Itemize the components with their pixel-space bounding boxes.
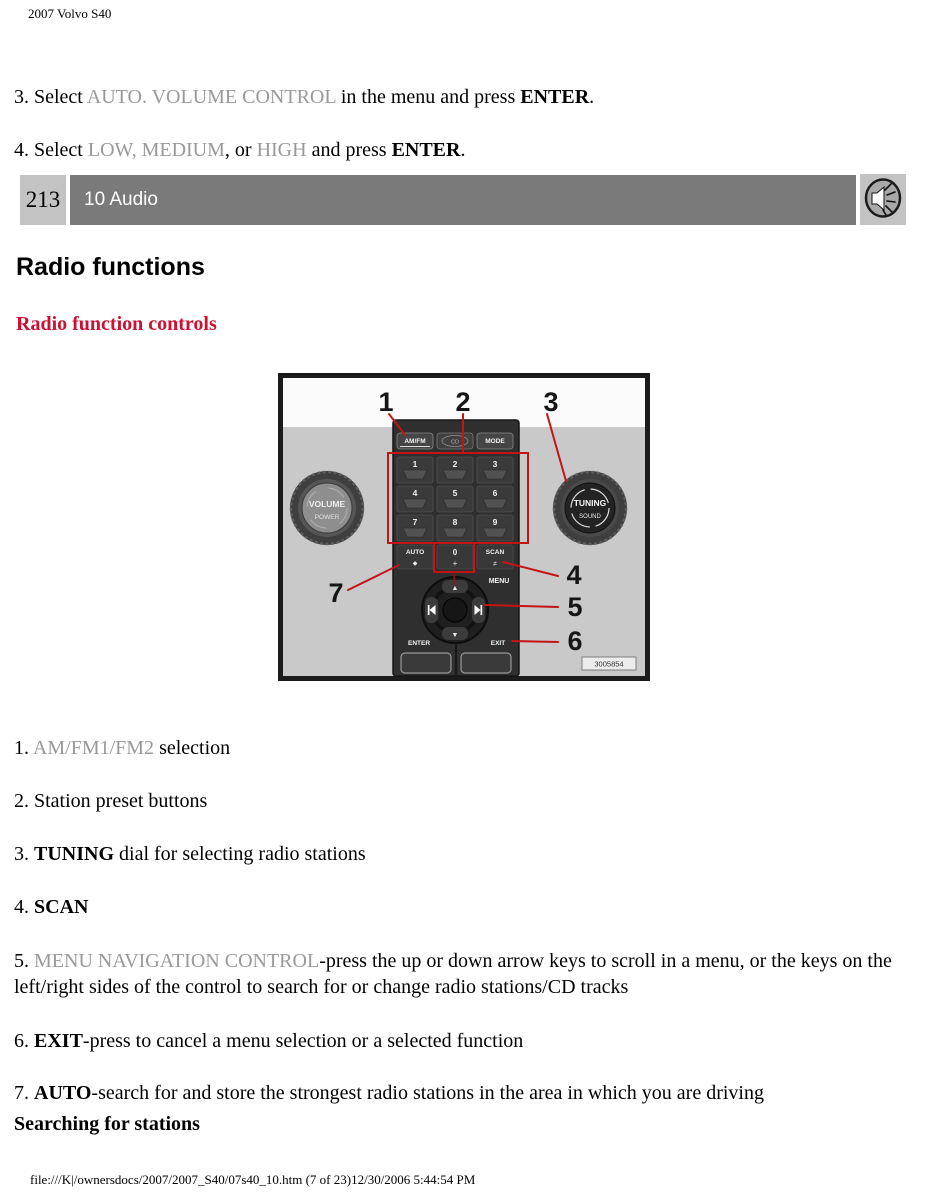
legend-5-text: -press the up or down arrow keys to scroll in a menu, or the keys on the left/right sides of the control to search for or change radio stations/CD tracks (14, 950, 892, 998)
footer-file-path: file:///K|/ownersdocs/2007/2007_S40/07s40_10.htm (7 of 23)12/30/2006 5:44:54 PM (30, 1172, 476, 1187)
cd-button-label: CD (451, 439, 459, 446)
chapter-banner (20, 175, 906, 225)
chapter-title: 10 Audio (84, 189, 158, 210)
preset-button (437, 486, 473, 512)
volume-knob (290, 471, 364, 545)
instruction-step-4 (14, 137, 465, 163)
speaker-icon (860, 174, 906, 227)
svg-text:7: 7 (412, 517, 418, 527)
tuning-knob (553, 471, 627, 545)
legend-item-6 (14, 1028, 912, 1054)
svg-text:2: 2 (452, 459, 458, 469)
legend-1-number: 1. (14, 737, 33, 759)
volume-label: VOLUME (308, 499, 346, 509)
step-4-option-1: LOW, MEDIUM (87, 139, 225, 161)
callout-3: 3 (543, 387, 559, 417)
legend-item-1 (14, 735, 912, 761)
radio-controls-figure (278, 373, 650, 681)
searching-heading: Searching for stations (14, 1113, 200, 1135)
step-4-end: . (460, 139, 466, 161)
step-3-mid: in the menu and press (335, 86, 521, 108)
step-4-lead: 4. Select (14, 139, 88, 161)
legend-7-number: 7. (14, 1082, 34, 1104)
plus-icon: + (452, 559, 458, 568)
menu-label: MENU (488, 578, 510, 585)
callout-4: 4 (566, 560, 582, 590)
preset-button (477, 457, 513, 483)
scan-button-label: SCAN (485, 549, 505, 556)
callout-1: 1 (378, 387, 394, 417)
svg-text:1: 1 (412, 459, 418, 469)
auto-button-label: AUTO (405, 549, 425, 556)
page-title: 2007 Volvo S40 (28, 6, 112, 21)
legend-2-number: 2. (14, 790, 34, 812)
step-4-option-2: HIGH (256, 139, 307, 161)
svg-text:6: 6 (492, 488, 498, 498)
power-label: POWER (314, 514, 340, 521)
preset-button (437, 515, 473, 541)
chapter-title-bar (70, 175, 856, 225)
callout-2: 2 (455, 387, 471, 417)
legend-item-3 (14, 841, 912, 867)
blank-button-left (401, 653, 451, 673)
step-3-end: . (589, 86, 595, 108)
tuning-label: TUNING (573, 498, 607, 508)
legend-7-term: AUTO (34, 1082, 92, 1104)
svg-text:5: 5 (452, 488, 458, 498)
svg-text:8: 8 (452, 517, 458, 527)
keypad-panel (393, 420, 519, 676)
figure-watermark (582, 657, 636, 670)
legend-3-text: dial for selecting radio stations (114, 843, 366, 865)
step-4-key: ENTER (391, 139, 461, 161)
auto-store-icon: ◆ (412, 561, 418, 567)
subsection-heading: Radio function controls (16, 313, 217, 335)
legend-1-text: selection (154, 737, 231, 759)
legend-2-text: Station preset buttons (34, 790, 208, 812)
legend-6-term: EXIT (34, 1030, 83, 1052)
legend-item-2 (14, 788, 912, 814)
callout-6: 6 (567, 626, 583, 656)
blank-button-right (461, 653, 511, 673)
callout-5: 5 (567, 592, 583, 622)
instruction-step-3 (14, 84, 594, 110)
legend-5-term: MENU NAVIGATION CONTROL (34, 950, 320, 972)
mode-button-label: MODE (485, 438, 505, 445)
banner-icon-box (860, 175, 906, 225)
preset-button (397, 457, 433, 483)
legend-6-number: 6. (14, 1030, 34, 1052)
svg-text:4: 4 (412, 488, 418, 498)
step-4-mid1: , or (224, 139, 257, 161)
svg-text:3: 3 (492, 459, 498, 469)
legend-1-term: AM/FM1/FM2 (32, 737, 155, 759)
am-fm-button-label: AM/FM (404, 438, 426, 445)
nav-up-icon: ▲ (451, 585, 459, 592)
legend-5-number: 5. (14, 950, 34, 972)
legend-3-term: TUNING (34, 843, 115, 865)
step-3-menu-item: AUTO. VOLUME CONTROL (86, 86, 336, 108)
nav-down-icon: ▼ (451, 632, 459, 639)
preset-button (477, 486, 513, 512)
svg-text:9: 9 (492, 517, 498, 527)
page-number-badge: 213 (20, 175, 66, 225)
preset-button (477, 515, 513, 541)
step-3-key: ENTER (520, 86, 590, 108)
svg-text:3005854: 3005854 (594, 659, 624, 669)
scan-icon: ≠ (493, 561, 497, 568)
preset-buttons (397, 457, 513, 541)
preset-button (397, 515, 433, 541)
legend-4-term: SCAN (34, 896, 89, 918)
preset-button (437, 457, 473, 483)
legend-item-7 (14, 1080, 912, 1106)
sound-label: SOUND (579, 514, 601, 520)
legend-item-5 (14, 948, 912, 1000)
zero-button-label: 0 (452, 548, 458, 557)
step-4-mid2: and press (306, 139, 392, 161)
legend-4-number: 4. (14, 896, 34, 918)
menu-navigation-control (422, 577, 488, 643)
enter-label: ENTER (407, 640, 431, 647)
section-heading: Radio functions (16, 253, 205, 281)
legend-7-text: -search for and store the strongest radio stations in the area in which you are driving (91, 1082, 764, 1104)
preset-button (397, 486, 433, 512)
legend-6-text: -press to cancel a menu selection or a selected function (82, 1030, 524, 1052)
legend-3-number: 3. (14, 843, 34, 865)
step-3-lead: 3. Select (14, 86, 87, 108)
callout-7: 7 (328, 578, 344, 608)
exit-label: EXIT (490, 640, 506, 647)
legend-item-4 (14, 894, 912, 920)
